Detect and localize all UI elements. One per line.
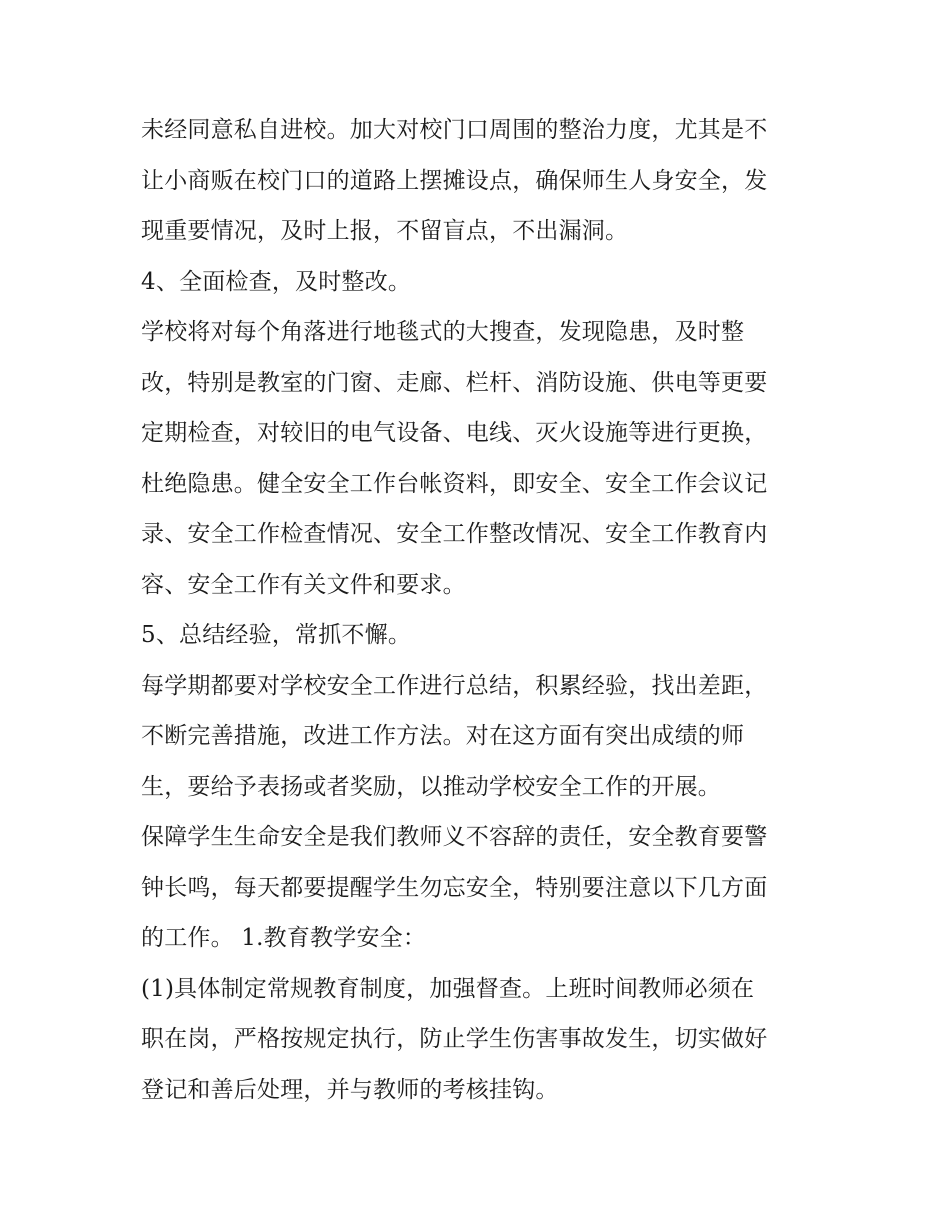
text-line: 生，要给予表扬或者奖励，以推动学校安全工作的开展。 xyxy=(141,773,721,800)
section-heading: 5、总结经验，常抓不懈。 xyxy=(141,622,412,648)
text-line: (1)具体制定常规教育制度，加强督查。上班时间教师必须在 xyxy=(141,975,755,1002)
text-line: 钟长鸣，每天都要提醒学生勿忘安全，特别要注意以下几方面 xyxy=(141,874,768,901)
text-line: 定期检查，对较旧的电气设备、电线、灭火设施等进行更换， xyxy=(141,420,768,446)
text-line: 保障学生生命安全是我们教师义不容辞的责任，安全教育要警 xyxy=(141,824,768,850)
text-line: 现重要情况，及时上报，不留盲点，不出漏洞。 xyxy=(141,218,629,244)
document-body xyxy=(141,105,816,1115)
text-line: 录、安全工作检查情况、安全工作整改情况、安全工作教育内 xyxy=(141,521,768,547)
text-line: 登记和善后处理，并与教师的考核挂钩。 xyxy=(141,1076,559,1103)
text-line: 每学期都要对学校安全工作进行总结，积累经验，找出差距， xyxy=(141,672,768,699)
text-line: 未经同意私自进校。加大对校门口周围的整治力度，尤其是不 xyxy=(141,117,768,143)
text-line: 让小商贩在校门口的道路上摆摊设点，确保师生人身安全，发 xyxy=(141,167,768,194)
section-heading: 4、全面检查，及时整改。 xyxy=(141,268,412,295)
text-line: 改，特别是教室的门窗、走廊、栏杆、消防设施、供电等更要 xyxy=(141,369,768,396)
text-line: 不断完善措施，改进工作方法。对在这方面有突出成绩的师 xyxy=(141,723,745,749)
text-line: 的工作。 1.教育教学安全： xyxy=(141,925,427,951)
text-line: 学校将对每个角落进行地毯式的大搜查，发现隐患，及时整 xyxy=(141,319,745,345)
text-line: 容、安全工作有关文件和要求。 xyxy=(141,571,466,598)
text-line: 职在岗，严格按规定执行，防止学生伤害事故发生，切实做好 xyxy=(141,1026,768,1052)
text-line: 杜绝隐患。健全安全工作台帐资料，即安全、安全工作会议记 xyxy=(141,470,768,497)
